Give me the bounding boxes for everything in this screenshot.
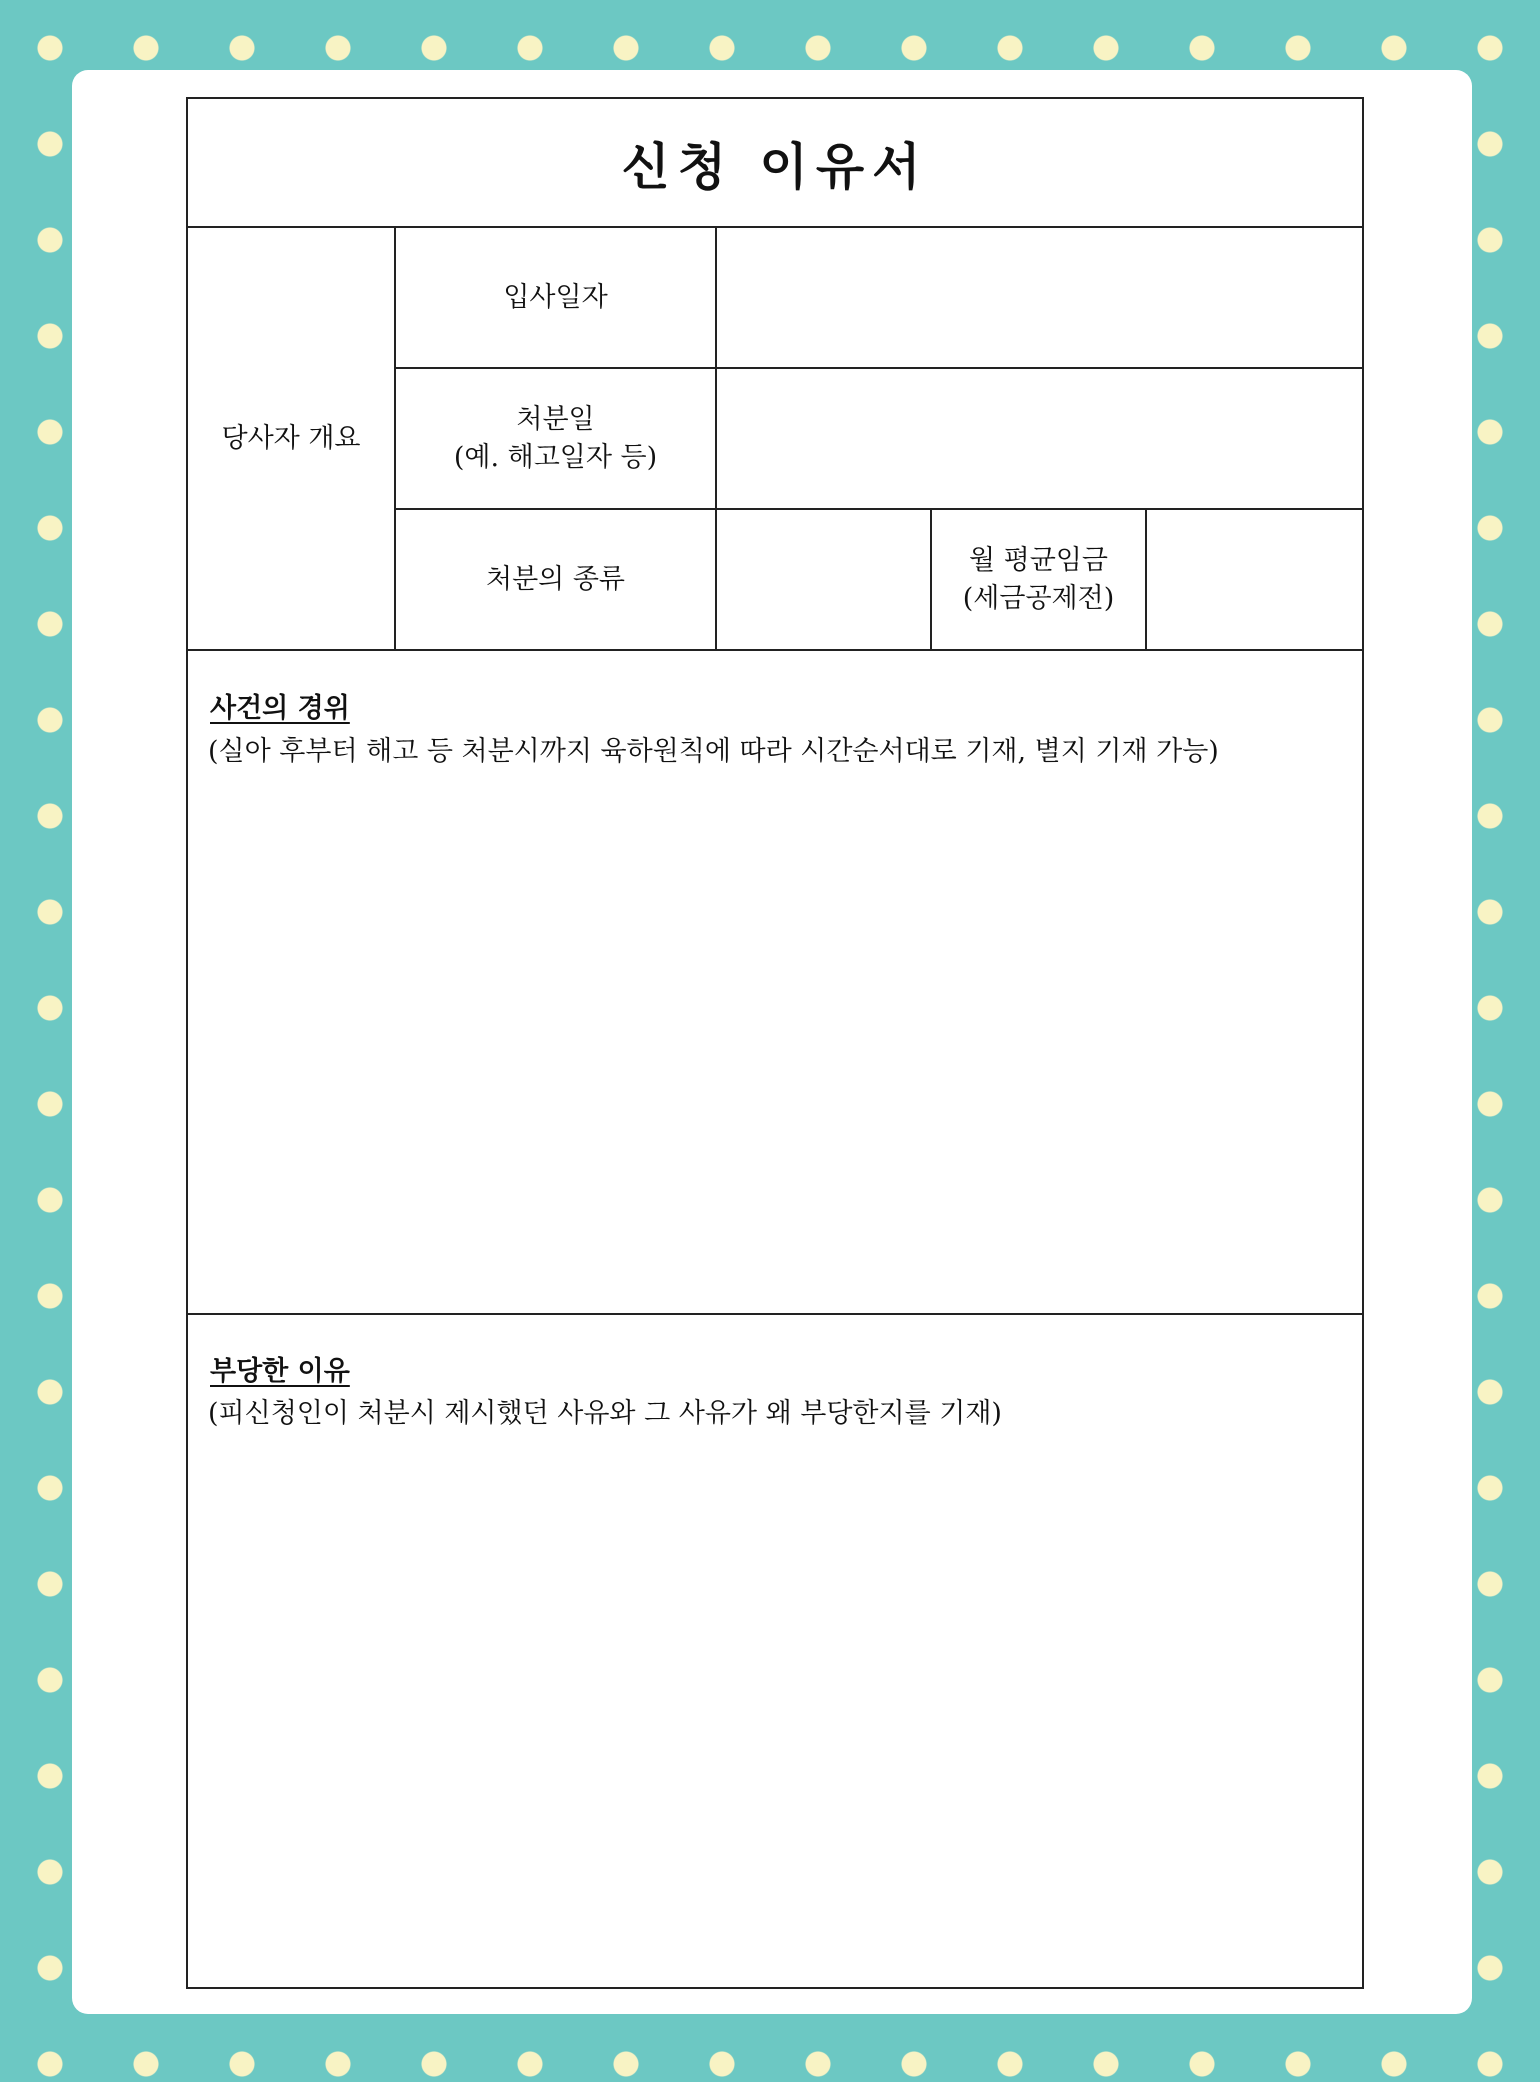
disposition-type-label: 처분의 종류 [486,563,625,595]
monthly-wage-label: 월 평균임금 [969,544,1108,576]
unfair-reason-note: (피신청인이 처분시 제시했던 사유와 그 사유가 왜 부당한지를 기재) [208,1398,1002,1429]
disposition-type-label-cell [396,510,715,649]
hire-date-label-cell [396,228,715,367]
disposition-type-field[interactable] [717,510,930,649]
disposition-date-label-cell [396,369,715,508]
monthly-wage-field[interactable] [1147,510,1364,649]
party-overview-cell [188,228,394,650]
party-overview-label: 당사자 개요 [221,423,361,454]
hire-date-label: 입사일자 [503,281,608,313]
unfair-reason-heading: 부당한 이유 [210,1356,350,1387]
title-row [188,99,1362,228]
monthly-wage-note: (세금공제전) [962,582,1115,614]
unfair-reason-content-area[interactable] [198,1451,1352,1971]
application-reason-form [186,97,1364,1989]
hire-date-field[interactable] [717,228,1364,367]
disposition-date-field[interactable] [717,369,1364,508]
grid-line [188,1313,1364,1315]
disposition-date-note: (예. 해고일자 등) [453,441,658,473]
incident-heading: 사건의 경위 [210,693,350,724]
incident-content-area[interactable] [198,789,1352,1299]
form-title: 신청 이유서 [621,137,929,196]
monthly-wage-label-cell [932,510,1145,649]
disposition-date-label: 처분일 [516,403,595,435]
incident-note: (실아 후부터 해고 등 처분시까지 육하원칙에 따라 시간순서대로 기재, 별지 기재 가능) [208,736,1219,767]
